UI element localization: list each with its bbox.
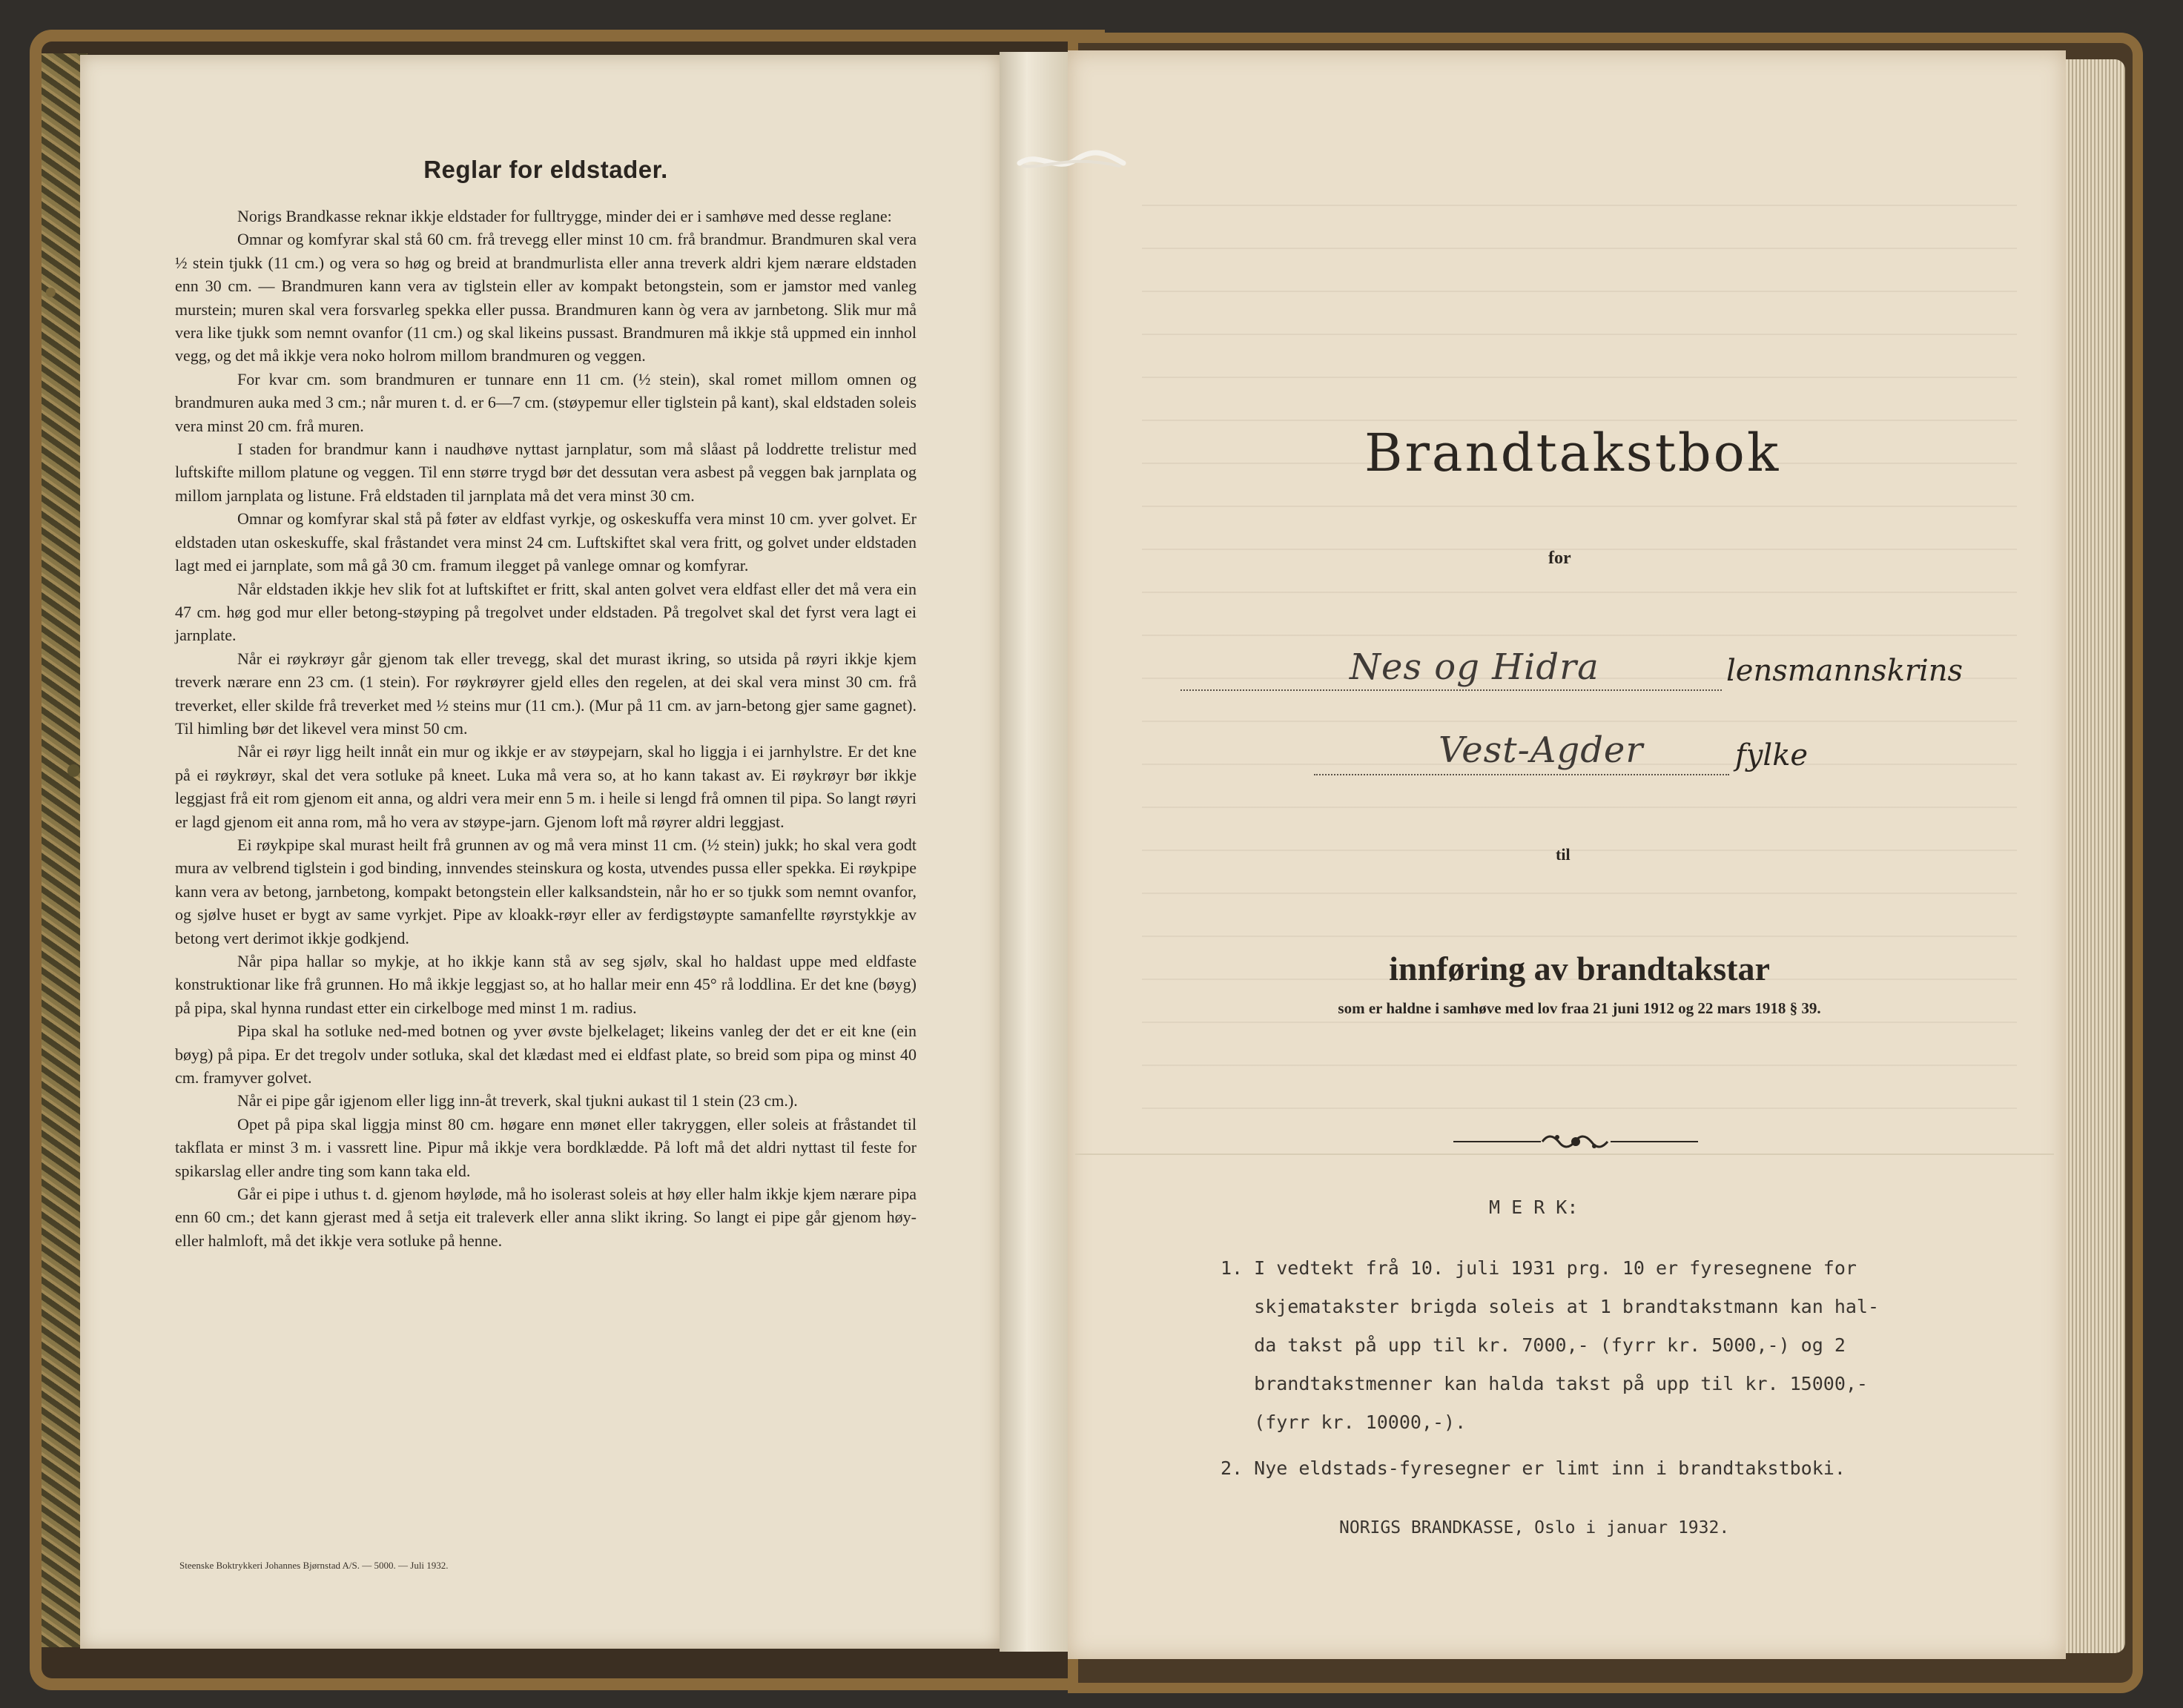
- paragraph: Når ei røyr ligg heilt innåt ein mur og ikkje er av støypejarn, skal ho liggja i ei jarnhylstre. Er det kne på ei røykrøyr, skal det vera sotluke på kneet. Luka må vera so, at ho kann takast av. Ei røykrøyr bør ikkje leggjast frå eit rom gjenom eit anna, og aldri vera meir enn 5 m. i heile si lengd frå omnen til pipa. So langt røyri er lagd gjenom eit anna rom, må ho vera av støype-jarn. Gjenom loft må røyrer aldri leggjast.: [175, 742, 917, 831]
- district-label: lensmannskrins: [1726, 654, 1964, 688]
- district-handwritten: Nes og Hidra: [1350, 646, 1599, 688]
- paragraph: Norigs Brandkasse reknar ikkje eldstader for fulltrygge, minder dei er i samhøve med desse reglane:: [237, 207, 892, 225]
- county-handwritten: Vest-Agder: [1439, 729, 1644, 771]
- paragraph: Når eldstaden ikkje hev slik fot at luftskiftet er fritt, skal anten golvet vera eldfast eller det må vera ein 47 cm. høg god mur eller betong-støyping på tregolvet under eldstaden. På tregolvet skal det fyrst vera lagt ei jarnplate.: [175, 579, 917, 645]
- county-label: fylke: [1735, 738, 1809, 772]
- law-reference: som er haldne i samhøve med lov fraa 21 juni 1912 og 22 mars 1918 § 39.: [1338, 999, 1821, 1017]
- paragraph: Omnar og komfyrar skal stå på føter av eldfast vyrkje, og oskeskuffa vera minst 10 cm. yver golvet. Er eldstaden utan oskeskuffe, skal fråstandet vera minst 24 cm. Luftskiftet skal vera fritt, og golvet under eldstaden lagt med ei jarnplate, som må gå 30 cm. framum ilegget på vanlege omnar og komfyrar.: [175, 509, 917, 575]
- paragraph: Pipa skal ha sotluke ned-med botnen og yver øvste bjelkelaget; likeins vanleg der det er eit kne (ein bøyg) på pipa. Er det tregolv under sotluka, skal det klædast med ei eldfast plate, so breid som pipa og minst 40 cm. framyver golvet.: [175, 1022, 917, 1088]
- printer-imprint: Steenske Boktrykkeri Johannes Bjørnstad A/S. — 5000. — Juli 1932.: [179, 1560, 449, 1571]
- notice-signature: NORIGS BRANDKASSE, Oslo i januar 1932.: [1339, 1518, 1730, 1537]
- paragraph: Opet på pipa skal liggja minst 80 cm. høgare enn mønet eller takryggen, eller soleis at fråstandet til takflata er minst 3 m. i vassrett line. Pipur må ikkje vera bordklædde. På loft må det aldri nyttast til feste for spikarslag eller andre ting som kann taka eld.: [175, 1114, 917, 1180]
- paragraph: I staden for brandmur kann i naudhøve nyttast jarnplatur, som må slåast på loddrette trelistur med luftskifte millom platune og veggen. Til enn større trygd bør det dessutan vera asbest på veggen bak jarnplata og millom jarnplata og listune. Frå eldstaden til jarnplata må det vera minst 30 cm.: [175, 440, 917, 505]
- paragraph: Når ei pipe går igjenom eller ligg inn-åt treverk, skal tjukni aukast til 1 stein (23 cm.).: [237, 1091, 798, 1110]
- notice-line: (fyrr kr. 10000,-).: [1221, 1411, 1467, 1433]
- pasted-insert-edge: [1075, 1153, 2054, 1155]
- notice-line: 1. I vedtekt frå 10. juli 1931 prg. 10 er fyresegnene for: [1221, 1257, 1857, 1279]
- paragraph: Går ei pipe i uthus t. d. gjenom høyløde, må ho isolerast soleis at høy eller halm ikkje kjem nærare pipa enn 60 cm.; det kann gjerast med å setja eit traleverk eller anna slikt ikring. So langt ei pipe går gjenom høy- eller halmloft, må det ikkje vera sotluke på henne.: [175, 1185, 917, 1250]
- book-title: Brandtakstbok: [1364, 423, 1781, 483]
- book-purpose: innføring av brandtakstar: [1389, 950, 1770, 987]
- notice-heading: M E R K:: [1489, 1196, 1579, 1218]
- regulations-text-block: [175, 156, 917, 1252]
- notice-line: brandtakstmenner kan halda takst på upp til kr. 15000,-: [1221, 1373, 1868, 1394]
- til-label: til: [1556, 845, 1571, 864]
- notice-line: da takst på upp til kr. 7000,- (fyrr kr. 5000,-) og 2: [1221, 1334, 1846, 1356]
- ornament-divider-icon: [1453, 1127, 1698, 1156]
- binding-string-icon: [1016, 147, 1127, 176]
- page-edges: [2066, 59, 2125, 1653]
- county-line: [1314, 774, 1729, 775]
- regulations-body: [175, 205, 917, 1252]
- book-gutter: [1000, 52, 1068, 1652]
- paragraph: For kvar cm. som brandmuren er tunnare enn 11 cm. (½ stein), skal romet millom omnen og brandmuren auka med 3 cm.; når muren t. d. er 6—7 cm. (støypemur eller tiglstein på kant), skal eldstaden soleis vera minst 20 cm. frå muren.: [175, 369, 917, 435]
- paragraph: Omnar og komfyrar skal stå 60 cm. frå trevegg eller minst 10 cm. frå brandmur. Brandmuren skal vera ½ stein tjukk (11 cm.) og vera so høg og breid at brandmurlista eller anna treverk aldri kjem nærare eldstaden enn 30 cm. — Brandmuren kann vera av tiglstein eller av kompakt betongstein, som er jamstor med vanleg murstein; muren skal vera forsvarleg spekka eller pussa. Brandmuren kann òg vera av jarnbetong. Slik mur må vera like tjukk som nemnt ovanfor (11 cm.) og skal likeins pussast. Brandmuren må ikkje stå uppmed ein innhol vegg, og det må ikkje vera noko holrom millom brandmuren og veggen.: [175, 230, 917, 365]
- paragraph: Ei røykpipe skal murast heilt frå grunnen av og må vera minst 11 cm. (½ stein) jukk; ho skal vera godt mura av velbrend tiglstein i god binding, innvendes steinskura og kosta, utvendes pussa eller spekka. Ei røykpipe kann vera av betong, jarnbetong, kompakt betongstein eller kalksandstein, når ho er so tjukk som nemnt ovanfor, og sjølve huset er bygt av same vyrkjet. Pipe av kloakk-røyr eller av ferdigstøypte samanfellte røyrstykkje av betong vert derimot ikkje godkjend.: [175, 835, 917, 947]
- notice-line: skjematakster brigda soleis at 1 brandtakstmann kan hal-: [1221, 1296, 1880, 1317]
- for-label: for: [1548, 549, 1571, 568]
- district-line: [1180, 689, 1722, 691]
- notice-line: 2. Nye eldstads-fyresegner er limt inn i brandtakstboki.: [1221, 1457, 1846, 1479]
- paragraph: Når ei røykrøyr går gjenom tak eller trevegg, skal det murast ikring, so utsida på røyri ikkje kjem treverk nærare enn 23 cm. (1 stein). For røykrøyrer gjeld elles den regelen, at dei skal vera minst 30 cm. frå treverket, eller skilde frå treverket med ½ steins mur (11 cm.). (Mur på 11 cm. av jarn-betong gjer same gagnet). Til himling bør det likevel vera minst 50 cm.: [175, 649, 917, 738]
- regulations-title: Reglar for eldstader.: [423, 156, 668, 183]
- paragraph: Når pipa hallar so mykje, at ho ikkje kann stå av seg sjølv, skal ho haldast uppe med eldfaste konstruktionar like frå grunnen. Ho må ikkje leggjast so, at ho hallar meir enn 45° rå loddlina. Er det kne (bøyg) på pipa, skal hynna rundast etter ein cirkelboge med minst 1 m. radius.: [175, 952, 917, 1017]
